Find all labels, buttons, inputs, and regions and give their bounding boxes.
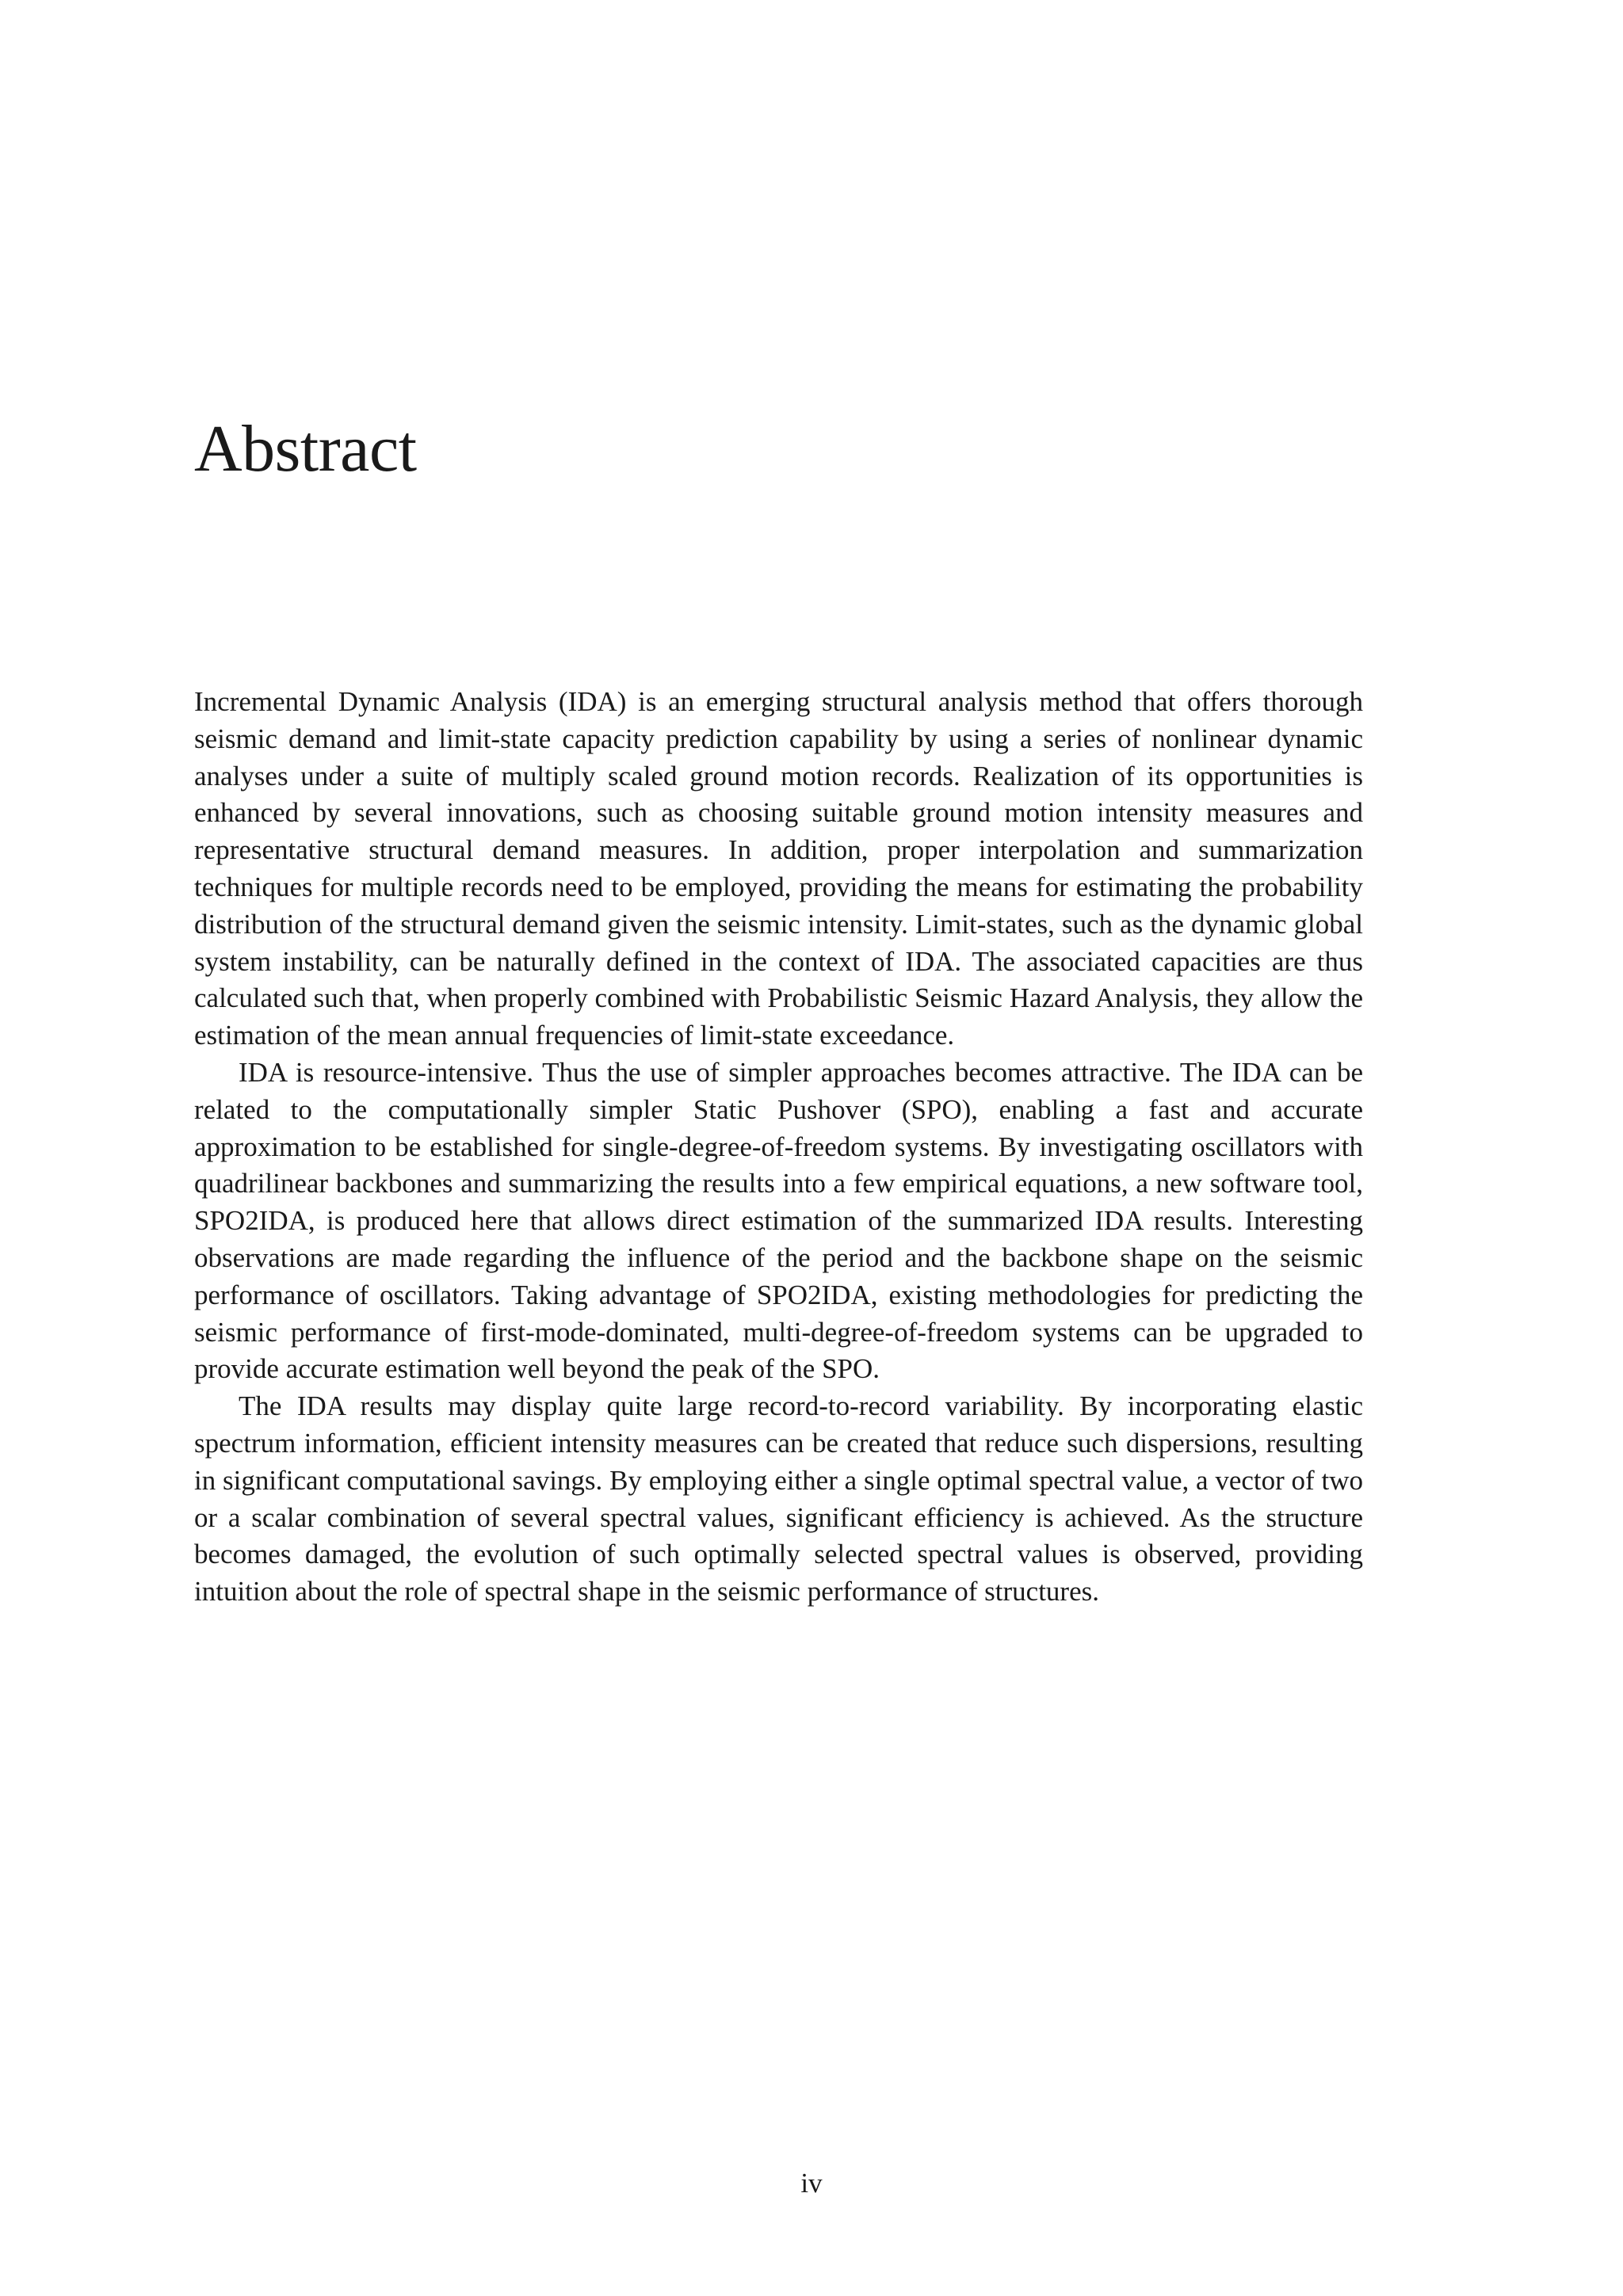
page-title: Abstract bbox=[194, 412, 417, 486]
page-number: iv bbox=[800, 2168, 823, 2199]
abstract-paragraph-3: The IDA results may display quite large record-to-record variability. By incorporating elastic spectrum information, efficient intensity measures can be created that reduce such dispersions, resulting in significant computational savings. By employing either a single optimal spectral value, a vector of two or a scalar combination of several spectral values, significant efficiency is achieved. As the structure becomes damaged, the evolution of such optimally selected spectral values is observed, providing intuition about the role of spectral shape in the seismic performance of structures. bbox=[194, 1390, 1363, 1608]
abstract-paragraph-2: IDA is resource-intensive. Thus the use of simpler approaches becomes attractive. The IDA can be related to the computationally simpler Static Pushover (SPO), enabling a fast and accurate approximation to be established for single-degree-of-freedom systems. By investigating oscillators with quadrilinear backbones and summarizing the results into a few empirical equations, a new software tool, SPO2IDA, is produced here that allows direct estimation of the summarized IDA results. Interesting observations are made regarding the influence of the period and the backbone shape on the seismic performance of oscillators. Taking advantage of SPO2IDA, existing methodologies for predicting the seismic performance of first-mode-dominated, multi-degree-of-freedom systems can be upgraded to provide accurate estimation well beyond the peak of the SPO. bbox=[194, 1056, 1363, 1385]
abstract-paragraph-1: Incremental Dynamic Analysis (IDA) is an emerging structural analysis method that offers thorough seismic demand and limit-state capacity prediction capability by using a series of nonlinear dynamic analyses under a suite of multiply scaled ground motion records. Realization of its opportunities is enhanced by several innovations, such as choosing suitable ground motion intensity measures and representative structural demand measures. In addition, proper interpolation and summarization techniques for multiple records need to be employed, providing the means for estimating the probability distribution of the structural demand given the seismic intensity. Limit-states, such as the dynamic global system instability, can be naturally defined in the context of IDA. The associated capacities are thus calculated such that, when properly combined with Probabilistic Seismic Hazard Analysis, they allow the estimation of the mean annual frequencies of limit-state exceedance. bbox=[194, 686, 1363, 1051]
abstract-body bbox=[194, 684, 1363, 1611]
